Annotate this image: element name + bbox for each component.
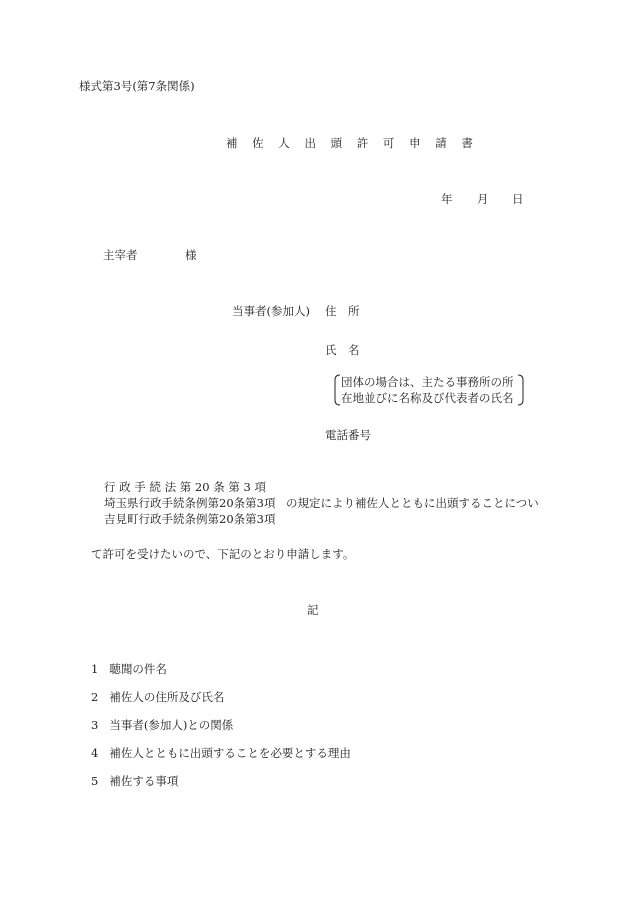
list-item xyxy=(91,664,167,676)
addressee-name: 主宰者 xyxy=(103,248,138,262)
date-year: 年 xyxy=(441,192,453,206)
item-text: 補佐人の住所及び氏名 xyxy=(109,690,225,704)
address-label: 住 所 xyxy=(325,304,360,318)
name-label: 氏 名 xyxy=(325,343,360,357)
item-number: 1 xyxy=(91,662,99,676)
applicant-label: 当事者(参加人) xyxy=(232,304,310,318)
list-item xyxy=(91,748,351,760)
group-note-line-2: 在地並びに名称及び代表者の氏名 xyxy=(341,391,514,405)
item-text: 当事者(参加人)との関係 xyxy=(109,718,234,732)
law-option-1: 行 政 手 続 法 第 20 条 第 3 項 xyxy=(104,480,267,494)
item-text: 聴聞の件名 xyxy=(109,662,167,676)
item-number: 5 xyxy=(91,774,99,788)
date-month: 月 xyxy=(477,192,489,206)
date-day: 日 xyxy=(512,192,524,206)
group-note-bracket xyxy=(333,374,525,406)
list-item xyxy=(91,720,233,732)
group-note-line-1: 団体の場合は、主たる事務所の所 xyxy=(341,375,514,389)
law-option-2: 埼玉県行政手続条例第20条第3項 xyxy=(104,496,276,510)
item-text: 補佐する事項 xyxy=(109,774,179,788)
law-option-3: 吉見町行政手続条例第20条第3項 xyxy=(104,512,276,526)
form-number: 様式第3号(第7条関係) xyxy=(79,79,195,93)
ki-heading: 記 xyxy=(307,603,319,617)
item-number: 4 xyxy=(91,746,99,760)
list-item xyxy=(91,692,224,704)
item-text: 補佐人とともに出頭することを必要とする理由 xyxy=(109,746,351,760)
list-item xyxy=(91,776,178,788)
document-title: 補 佐 人 出 頭 許 可 申 請 書 xyxy=(226,136,479,150)
item-number: 2 xyxy=(91,690,99,704)
body-second-line: て許可を受けたいので、下記のとおり申請します。 xyxy=(91,547,355,561)
body-continuation: の規定により補佐人とともに出頭することについ xyxy=(286,496,539,510)
item-number: 3 xyxy=(91,718,99,732)
phone-label: 電話番号 xyxy=(325,428,371,442)
addressee-honorific: 様 xyxy=(185,248,197,262)
